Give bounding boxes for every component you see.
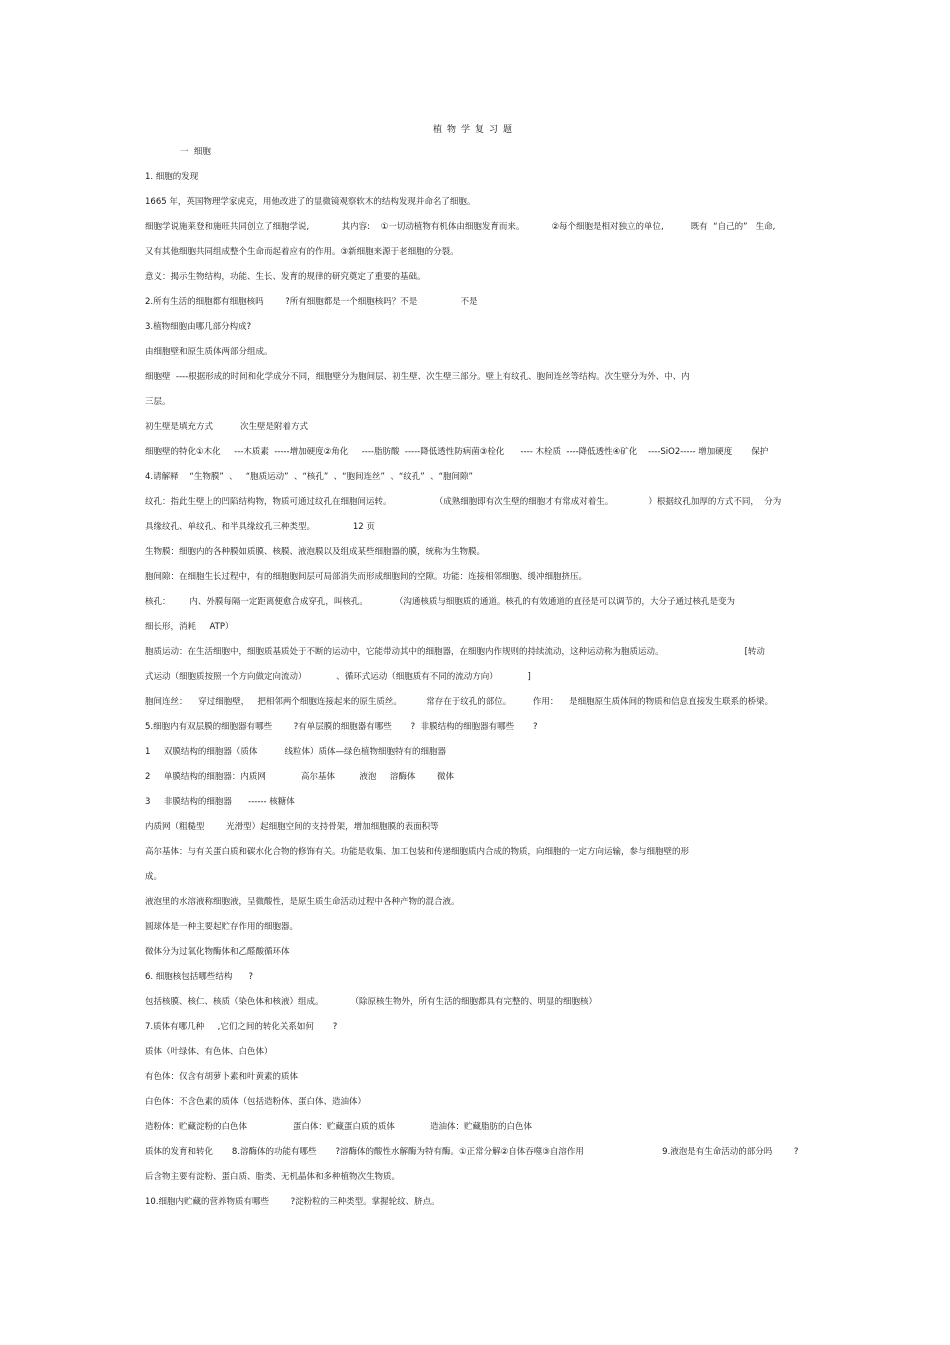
question-heading: 2.所有生活的细胞都有细胞核吗 ?所有细胞都是一个细胞核吗？不是 不是 xyxy=(145,297,478,307)
text-line: 内质网（粗糙型 光滑型）起细胞空间的支持骨架，增加细胞膜的表面积等 xyxy=(145,822,439,832)
question-heading: 4.请解释 “生物膜” 、 “胞质运动” 、“核孔” 、“胞间连丝” 、“纹孔” 、“胞间隙” xyxy=(145,472,473,482)
text-line: 细胞学说施莱登和施旺共同创立了细胞学说, 其内容: ①一切动植物有机体由细胞发育而来。 ②每个细胞是相对独立的单位, 既有 “自己的” 生命, xyxy=(145,222,776,232)
text-line: 液泡里的水溶液称细胞液，呈微酸性，是原生质生命活动过程中各种产物的混合液。 xyxy=(145,897,460,907)
text-line: 具缘纹孔、单纹孔、和半具缘纹孔三种类型。 12 页 xyxy=(145,522,375,532)
text-line: 成。 xyxy=(145,872,163,882)
text-line: 高尔基体：与有关蛋白质和碳水化合物的修饰有关。功能是收集、加工包装和传递细胞质内合成的物质，向细胞的一定方向运输，参与细胞壁的形 xyxy=(145,847,690,857)
text-line: 核孔： 内、外膜每隔一定距离便愈合成穿孔，叫核孔。 （沟通核质与细胞质的通道。核孔的有效通道的直径是可以调节的，大分子通过核孔是变为 xyxy=(145,597,735,607)
text-line: 胞间隙：在细胞生长过程中，有的细胞胞间层可局部消失而形成细胞间的空隙。功能：连接相邻细胞、缓冲细胞挤压。 xyxy=(145,572,588,582)
section-heading: 一 细胞 xyxy=(180,147,211,157)
text-line: 后含物主要有淀粉、蛋白质、脂类、无机晶体和多种植物次生物质。 xyxy=(145,1172,401,1182)
text-line: 造粉体：贮藏淀粉的白色体 蛋白体：贮藏蛋白质的质体 造油体：贮藏脂肪的白色体 xyxy=(145,1122,533,1132)
text-line: 细长形，消耗 ATP） xyxy=(145,622,234,632)
text-line: 又有其他细胞共同组成整个生命而起着应有的作用。③新细胞来源于老细胞的分裂。 xyxy=(145,247,459,257)
text-line: 有色体：仅含有胡萝卜素和叶黄素的质体 xyxy=(145,1072,299,1082)
text-line: 白色体：不含色素的质体（包括造粉体、蛋白体、造油体） xyxy=(145,1097,367,1107)
text-line: 1665 年，英国物理学家虎克，用他改进了的显微镜观察软木的结构发现并命名了细胞。 xyxy=(145,197,476,207)
text-line: 包括核膜、核仁、核质（染色体和核液）组成。 （除原核生物外，所有生活的细胞都具有完整的、明显的细胞核） xyxy=(145,997,598,1007)
text-line: 质体（叶绿体、有色体、白色体） xyxy=(145,1047,273,1057)
text-line: 微体分为过氧化物酶体和乙醛酸循环体 xyxy=(145,947,290,957)
text-line: 细胞壁 ----根据形成的时间和化学成分不同，细胞壁分为胞间层、初生壁、次生壁三部分。壁上有纹孔、胞间连丝等结构。次生壁分为外、中、内 xyxy=(145,372,690,382)
question-heading: 1. 细胞的发现 xyxy=(145,172,199,182)
question-heading: 7.质体有哪几种 ,它们之间的转化关系如何 ? xyxy=(145,1022,338,1032)
text-line: 2 单膜结构的细胞器：内质网 高尔基体 液泡 溶酶体 微体 xyxy=(145,772,454,782)
question-heading: 5.细胞内有双层膜的细胞器有哪些 ?有单层膜的细胞器有哪些 ? 非膜结构的细胞器有哪些 ? xyxy=(145,722,538,732)
text-line: 意义：揭示生物结构，功能、生长、发育的规律的研究奠定了重要的基础。 xyxy=(145,272,426,282)
text-line: 三层。 xyxy=(145,397,171,407)
question-heading: 3.植物细胞由哪几部分构成? xyxy=(145,322,252,332)
text-line: 初生壁是填充方式 次生壁是附着方式 xyxy=(145,422,309,432)
text-line: 1 双膜结构的细胞器（质体 线粒体）质体—绿色植物细胞特有的细胞器 xyxy=(145,747,446,757)
document-title: 植物学复习题 xyxy=(432,125,517,135)
text-line: 生物膜：细胞内的各种膜如质膜、核膜、液泡膜以及组成某些细胞器的膜，统称为生物膜。 xyxy=(145,547,486,557)
question-heading: 6. 细胞核包括哪些结构 ? xyxy=(145,972,254,982)
text-line: 3 非膜结构的细胞器 ------ 核糖体 xyxy=(145,797,295,807)
text-line: 胞间连丝： 穿过细胞壁， 把相邻两个细胞连接起来的原生质丝。 常存在于纹孔的部位。 作用： 是细胞原生质体间的物质和信息直接发生联系的桥梁。 xyxy=(145,697,774,707)
text-line: 质体的发育和转化 8.溶酶体的功能有哪些 ?溶酶体的酸性水解酶为特有酶。①正常分解②自体吞噬③自溶作用 9.液泡是有生命活动的部分吗 ? xyxy=(145,1147,799,1157)
text-line: 细胞壁的特化①木化 ---木质素 -----增加硬度②角化 ----脂肪酸 -----降低透性防病菌③栓化 ---- 木栓质 ----降低透性④矿化 ----SiO2----- 增加硬度 保护 xyxy=(145,447,769,457)
text-line: 式运动（细胞质按照一个方向做定向流动） 、循环式运动（细胞质有不同的流动方向） ] xyxy=(145,672,531,682)
question-heading: 10.细胞内贮藏的营养物质有哪些 ?淀粉粒的三种类型。掌握轮纹、脐点。 xyxy=(145,1197,440,1207)
text-line: 由细胞壁和原生质体两部分组成。 xyxy=(145,347,273,357)
text-line: 圆球体是一种主要起贮存作用的细胞器。 xyxy=(145,922,299,932)
text-line: 纹孔：指此生壁上的凹陷结构物，物质可通过纹孔在细胞间运转。 （成熟细胞即有次生壁的细胞才有常成对着生。 ）根据纹孔加厚的方式不同， 分为 xyxy=(145,497,782,507)
text-line: 胞质运动：在生活细胞中，细胞质基质处于不断的运动中，它能带动其中的细胞器，在细胞内作规则的持续流动，这种运动称为胞质运动。 [转动 xyxy=(145,647,765,657)
